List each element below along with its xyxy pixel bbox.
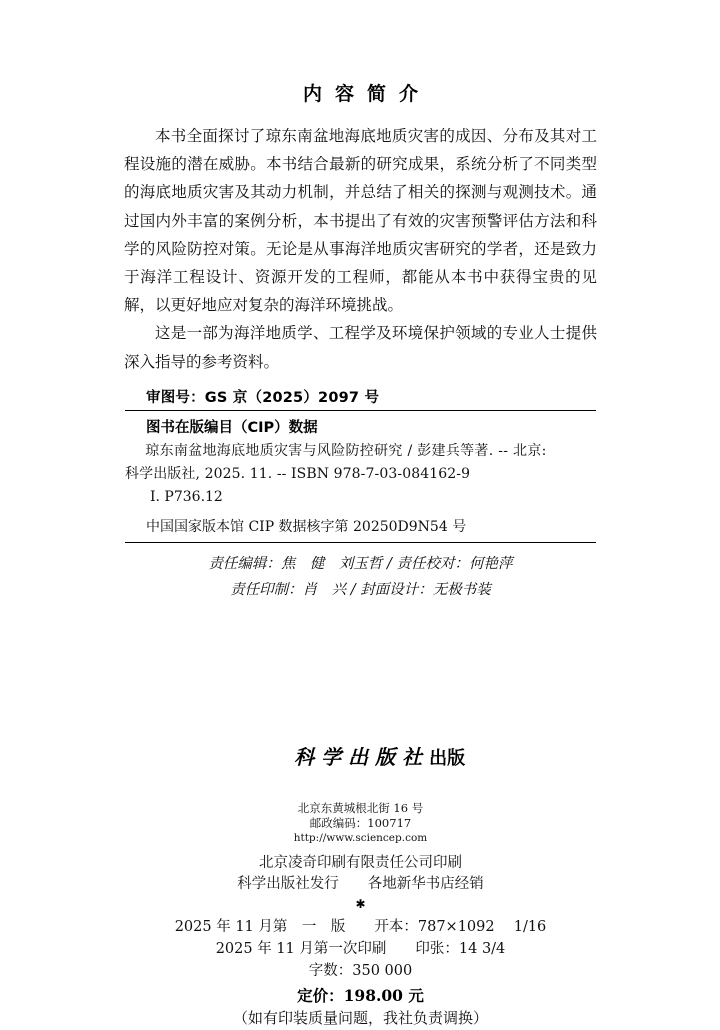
map-approval-number: 审图号：GS 京（2025）2097 号 [146,390,380,406]
edition-line: 2025 年 11 月第 一 版 开本：787×1092 1/16 [174,919,547,935]
publisher-postcode: 邮政编码：100717 [309,816,412,830]
printer-name: 北京凌奇印刷有限责任公司印刷 [259,855,462,871]
staff-credits [124,551,597,603]
exchange-note: （如有印装质量问题，我社负责调换） [232,1009,488,1027]
cip-classification-number: Ⅰ. P736.12 [150,489,223,505]
publisher-website-url: http://www.sciencep.com [293,832,428,844]
cip-entry-line-2: 科学出版社, 2025. 11. -- ISBN 978-7-03-084162-9 [125,466,471,482]
asterisk-separator-icon: ✱ [355,897,366,911]
credits-editors: 责任编辑：焦 健 刘玉哲 / 责任校对：何艳萍 [208,556,513,572]
abstract-paragraph-1: 本书全面探讨了琼东南盆地海底地质灾害的成因、分布及其对工程设施的潜在威胁。本书结合最新的研究成果，系统分析了不同类型的海底地质灾害及其动力机制，并总结了相关的探测与观测技术。通过国内外丰富的案例分析，本书提出了有效的灾害预警评估方法和科学的风险防控对策。无论是从事海洋地质灾害研究的学者，还是致力于海洋工程设计、资源开发的工程师，都能从本书中获得宝贵的见解，以更好地应对复杂的海洋环境挑战。 [124,127,597,315]
cip-entry-line-1: 琼东南盆地海底地质灾害与风险防控研究 / 彭建兵等著. -- 北京: [145,443,547,459]
cip-box-top-rule [125,410,596,411]
wordcount-line: 字数：350 000 [308,963,413,979]
printing-block [124,853,597,895]
cip-entry [125,440,598,486]
publisher-address-block [124,801,597,846]
abstract-paragraph-2: 这是一部为海洋地质学、工程学及环境保护领域的专业人士提供深入指导的参考资料。 [124,324,597,371]
publisher-logo [124,718,597,798]
page-title: 内容简介 [302,83,431,105]
publication-details [124,916,597,982]
cip-box-bottom-rule [125,542,596,543]
distribution-line: 科学出版社发行 各地新华书店经销 [237,876,484,892]
imprint-block [124,718,597,1030]
publisher-logo-suffix: 出版 [429,748,466,769]
printing-line: 2025 年 11 月第一次印刷 印张：14 3/4 [215,941,506,957]
cip-heading: 图书在版编目（CIP）数据 [146,420,318,436]
price-line: 定价：198.00 元 [297,986,424,1005]
abstract-body [124,122,597,376]
publisher-street-address: 北京东黄城根北街 16 号 [297,801,424,815]
cip-check-number: 中国国家版本馆 CIP 数据核字第 20250D9N54 号 [146,519,467,535]
science-press-logo-mark: 科学出版社 [294,745,430,769]
credits-production: 责任印制：肖 兴 / 封面设计：无极书装 [230,582,491,598]
